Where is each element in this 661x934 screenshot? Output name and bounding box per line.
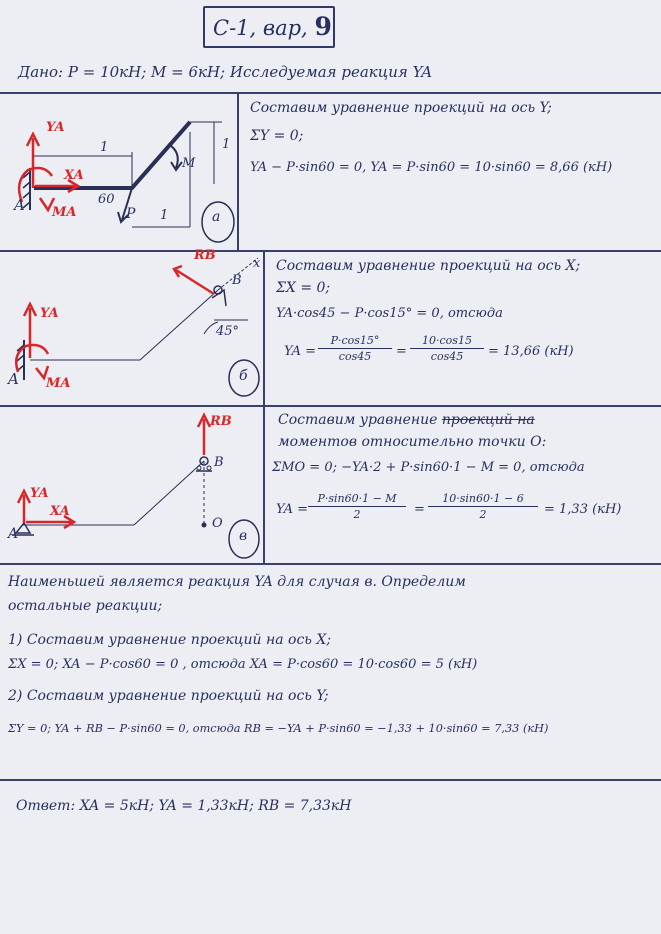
label-ya-a: YA: [46, 120, 65, 135]
case-v-eq-mid: =: [414, 502, 425, 517]
label-ya-b: YA: [40, 306, 59, 321]
label-m-a: M: [182, 156, 196, 171]
case-v-eq-res: = 1,33 (кН): [544, 502, 622, 517]
case-b-frac1-den: cos45: [338, 350, 372, 363]
column-divider-b: [263, 250, 265, 405]
conclusion-line5: 2) Составим уравнение проекций на ось Y;: [8, 688, 329, 704]
case-b-eq-res: = 13,66 (кН): [488, 344, 574, 359]
label-ya-v: YA: [30, 486, 49, 501]
label-a-v: A: [8, 526, 19, 542]
case-v-frac2: [428, 492, 538, 521]
case-v-line1: [278, 412, 535, 428]
label-b-b: B: [232, 273, 242, 288]
conclusion-line1: Наименьшей является реакция YA для случая в. Определим: [8, 574, 466, 590]
case-v-line3: ΣMO = 0; −YA·2 + P·sin60·1 − M = 0, отсюда: [272, 460, 585, 475]
case-label-v: в: [239, 528, 248, 544]
label-dim2-a: 1: [222, 137, 231, 152]
label-dim3-a: 1: [160, 208, 169, 223]
case-v-frac1-num: P·sin60·1 − M: [308, 492, 406, 507]
page-title: [213, 12, 332, 41]
case-v-line1-strike: проекций на: [441, 412, 535, 428]
case-b-frac1-num: P·cos15°: [318, 334, 392, 349]
case-v-frac2-den: 2: [479, 508, 487, 521]
label-x-b: x: [253, 256, 261, 271]
case-a-line1: Составим уравнение проекций на ось Y;: [250, 100, 552, 116]
case-b-eq-mid: =: [396, 344, 407, 359]
label-angle-a: 60: [98, 192, 115, 207]
label-ma-a: MA: [52, 205, 77, 220]
label-o-v: O: [212, 516, 223, 531]
conclusion-line3: 1) Составим уравнение проекций на ось X;: [8, 632, 332, 648]
case-v-line2: моментов относительно точки O:: [278, 434, 547, 450]
label-b-v: B: [214, 455, 224, 470]
case-a-line2: ΣY = 0;: [250, 128, 304, 144]
case-b-line1: Составим уравнение проекций на ось X;: [276, 258, 581, 274]
conclusion-line4: ΣX = 0; XA − P·cos60 = 0 , отсюда XA = P·cos60 = 10·cos60 = 5 (кН): [8, 657, 478, 672]
case-a-line3: YA − P·sin60 = 0, YA = P·sin60 = 10·sin60 = 8,66 (кН): [250, 160, 613, 175]
label-angle-b: 45°: [216, 324, 240, 339]
conclusion-line6: ΣY = 0; YA + RB − P·sin60 = 0, отсюда RB = −YA + P·sin60 = −1,33 + 10·sin60 = 7,33 (кН): [8, 722, 549, 735]
case-label-b: б: [239, 368, 248, 384]
case-v-eq-lhs: YA =: [276, 502, 308, 517]
case-b-frac2: [410, 334, 484, 363]
label-rb-v: RB: [210, 414, 232, 429]
label-rb-b: RB: [194, 248, 216, 263]
divider-5: [0, 779, 661, 781]
label-p-a: P: [126, 206, 136, 222]
case-b-line3: YA·cos45 − P·cos15° = 0, отсюда: [276, 306, 503, 321]
case-b-line2: ΣX = 0;: [276, 280, 331, 296]
label-xa-a: XA: [64, 168, 84, 183]
column-divider-a: [237, 92, 239, 250]
label-ma-b: MA: [46, 376, 71, 391]
case-v-frac1-den: 2: [353, 508, 361, 521]
label-a-a: A: [14, 196, 25, 214]
case-v-line1-text: Составим уравнение: [278, 412, 438, 428]
case-v-frac1: [308, 492, 406, 521]
case-b-eq-lhs: YA =: [284, 344, 316, 359]
case-label-a: а: [212, 209, 221, 225]
answer-line: Ответ: XA = 5кН; YA = 1,33кН; RB = 7,33кН: [16, 798, 352, 814]
given-line: Дано: P = 10кН; M = 6кН; Исследуемая реакция YA: [18, 63, 433, 81]
title-prefix: С-1, вар,: [213, 16, 308, 40]
case-b-frac1: [318, 334, 392, 363]
divider-4: [0, 563, 661, 565]
label-a-b: A: [8, 370, 19, 388]
case-b-frac2-num: 10·cos15: [410, 334, 484, 349]
diagram-case-a: [0, 92, 237, 250]
label-dim1-a: 1: [100, 140, 109, 155]
case-b-frac2-den: cos45: [430, 350, 464, 363]
label-xa-v: XA: [50, 504, 70, 519]
title-variant-number: 9: [314, 12, 332, 41]
case-v-frac2-num: 10·sin60·1 − 6: [428, 492, 538, 507]
conclusion-line2: остальные реакции;: [8, 598, 163, 614]
column-divider-v: [263, 405, 265, 563]
